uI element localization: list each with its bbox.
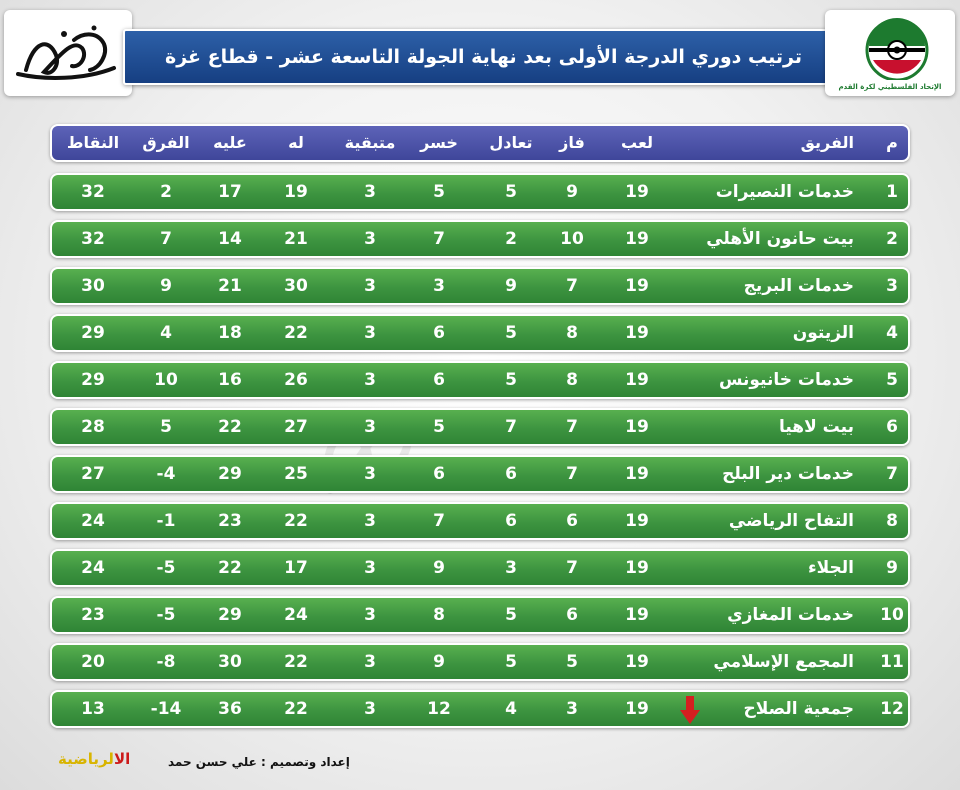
played-cell: 19 [625,370,649,390]
team-cell: بيت حانون الأهلي [706,229,854,249]
points-cell: 24 [81,511,105,531]
diff-cell: -8 [156,652,176,672]
remaining-cell: 3 [364,652,376,672]
lost-cell: 7 [433,511,445,531]
lost-cell: 7 [433,229,445,249]
points-cell: 27 [81,464,105,484]
rank-cell: 4 [886,323,898,343]
draw-cell: 5 [505,605,517,625]
played-cell: 19 [625,276,649,296]
lost-cell: 3 [433,276,445,296]
for-cell: 17 [284,558,308,578]
rank-cell: 7 [886,464,898,484]
signature-icon [4,10,132,96]
won-cell: 8 [566,370,578,390]
design-credit: إعداد وتصميم : علي حسن حمد [168,755,350,769]
against-cell: 14 [218,229,242,249]
rank-cell: 10 [880,605,904,625]
draw-cell: 5 [505,370,517,390]
draw-cell: 5 [505,182,517,202]
played-cell: 19 [625,417,649,437]
points-cell: 30 [81,276,105,296]
remaining-cell: 3 [364,511,376,531]
points-cell: 28 [81,417,105,437]
for-cell: 24 [284,605,308,625]
remaining-cell: 3 [364,605,376,625]
won-cell: 7 [566,558,578,578]
col-for: له [288,133,304,152]
down-arrow-icon [680,696,700,728]
won-cell: 5 [566,652,578,672]
remaining-cell: 3 [364,464,376,484]
col-rank: م [886,133,898,152]
team-cell: التفاح الرياضي [728,511,854,531]
table-row [50,408,910,446]
col-draw: تعادل [489,133,533,152]
lost-cell: 12 [427,699,451,719]
against-cell: 22 [218,558,242,578]
played-cell: 19 [625,323,649,343]
lost-cell: 6 [433,323,445,343]
won-cell: 10 [560,229,584,249]
points-cell: 32 [81,229,105,249]
remaining-cell: 3 [364,323,376,343]
team-cell: خدمات دير البلح [722,464,854,484]
against-cell: 17 [218,182,242,202]
for-cell: 25 [284,464,308,484]
signature-logo [4,10,132,96]
for-cell: 27 [284,417,308,437]
table-row [50,455,910,493]
diff-cell: -5 [156,605,176,625]
rank-cell: 2 [886,229,898,249]
diff-cell: 9 [160,276,172,296]
table-row [50,643,910,681]
points-cell: 13 [81,699,105,719]
col-played: لعب [621,133,653,152]
title-banner [123,29,844,85]
against-cell: 18 [218,323,242,343]
team-cell: الزيتون [792,323,854,343]
team-cell: خدمات البريج [743,276,854,296]
table-header [50,124,910,162]
won-cell: 6 [566,605,578,625]
diff-cell: 10 [154,370,178,390]
played-cell: 19 [625,652,649,672]
col-remaining: متبقية [344,133,396,152]
played-cell: 19 [625,558,649,578]
points-cell: 29 [81,370,105,390]
rank-cell: 9 [886,558,898,578]
lost-cell: 5 [433,182,445,202]
for-cell: 30 [284,276,308,296]
remaining-cell: 3 [364,699,376,719]
played-cell: 19 [625,182,649,202]
rank-cell: 5 [886,370,898,390]
col-against: عليه [213,133,247,152]
against-cell: 30 [218,652,242,672]
draw-cell: 3 [505,558,517,578]
against-cell: 21 [218,276,242,296]
page-title: ترتيب دوري الدرجة الأولى بعد نهاية الجولة التاسعة عشر - قطاع غزة [164,46,802,68]
diff-cell: -14 [150,699,182,719]
points-cell: 23 [81,605,105,625]
team-cell: خدمات المغازي [727,605,854,625]
diff-cell: 2 [160,182,172,202]
diff-cell: -1 [156,511,176,531]
against-cell: 29 [218,464,242,484]
rank-cell: 12 [880,699,904,719]
col-points: النقاط [66,133,120,152]
table-row [50,314,910,352]
won-cell: 8 [566,323,578,343]
remaining-cell: 3 [364,370,376,390]
draw-cell: 9 [505,276,517,296]
col-won: فاز [559,133,585,152]
points-cell: 29 [81,323,105,343]
table-row [50,220,910,258]
remaining-cell: 3 [364,417,376,437]
draw-cell: 5 [505,323,517,343]
for-cell: 22 [284,511,308,531]
diff-cell: -4 [156,464,176,484]
won-cell: 9 [566,182,578,202]
diff-cell: -5 [156,558,176,578]
for-cell: 26 [284,370,308,390]
lost-cell: 9 [433,652,445,672]
draw-cell: 6 [505,464,517,484]
lost-cell: 8 [433,605,445,625]
federation-logo [825,10,955,96]
federation-caption: الإتحاد الفلسطيني لكرة القدم [838,83,942,91]
table-row [50,502,910,540]
against-cell: 29 [218,605,242,625]
table-row [50,596,910,634]
played-cell: 19 [625,605,649,625]
watermark-signature-icon [300,380,440,520]
against-cell: 23 [218,511,242,531]
remaining-cell: 3 [364,276,376,296]
played-cell: 19 [625,229,649,249]
diff-cell: 7 [160,229,172,249]
points-cell: 32 [81,182,105,202]
team-cell: خدمات النصيرات [715,182,854,202]
won-cell: 7 [566,417,578,437]
for-cell: 22 [284,323,308,343]
rank-cell: 1 [886,182,898,202]
table-row [50,549,910,587]
draw-cell: 4 [505,699,517,719]
played-cell: 19 [625,699,649,719]
table-row [50,361,910,399]
brand-logo-part-b: ال [113,750,131,768]
table-row [50,173,910,211]
against-cell: 36 [218,699,242,719]
remaining-cell: 3 [364,182,376,202]
col-team: الفريق [800,133,854,152]
lost-cell: 9 [433,558,445,578]
diff-cell: 5 [160,417,172,437]
brand-logo-part-a: الرياضية [58,750,114,768]
team-cell: خدمات خانيونس [718,370,854,390]
draw-cell: 7 [505,417,517,437]
table-row [50,267,910,305]
played-cell: 19 [625,464,649,484]
rank-cell: 3 [886,276,898,296]
remaining-cell: 3 [364,229,376,249]
won-cell: 3 [566,699,578,719]
for-cell: 22 [284,652,308,672]
lost-cell: 6 [433,370,445,390]
football-federation-icon [825,10,955,80]
for-cell: 19 [284,182,308,202]
draw-cell: 5 [505,652,517,672]
team-cell: الجلاء [807,558,854,578]
team-cell: جمعية الصلاح [743,699,854,719]
draw-cell: 2 [505,229,517,249]
lost-cell: 6 [433,464,445,484]
lost-cell: 5 [433,417,445,437]
rank-cell: 11 [880,652,904,672]
team-cell: بيت لاهيا [778,417,854,437]
table-row [50,690,910,728]
brand-logo [58,750,130,768]
won-cell: 7 [566,464,578,484]
rank-cell: 8 [886,511,898,531]
col-lost: خسر [420,133,458,152]
diff-cell: 4 [160,323,172,343]
played-cell: 19 [625,511,649,531]
for-cell: 22 [284,699,308,719]
points-cell: 20 [81,652,105,672]
won-cell: 6 [566,511,578,531]
against-cell: 16 [218,370,242,390]
remaining-cell: 3 [364,558,376,578]
col-diff: الفرق [142,133,190,152]
rank-cell: 6 [886,417,898,437]
won-cell: 7 [566,276,578,296]
team-cell: المجمع الإسلامي [713,652,854,672]
draw-cell: 6 [505,511,517,531]
against-cell: 22 [218,417,242,437]
points-cell: 24 [81,558,105,578]
for-cell: 21 [284,229,308,249]
